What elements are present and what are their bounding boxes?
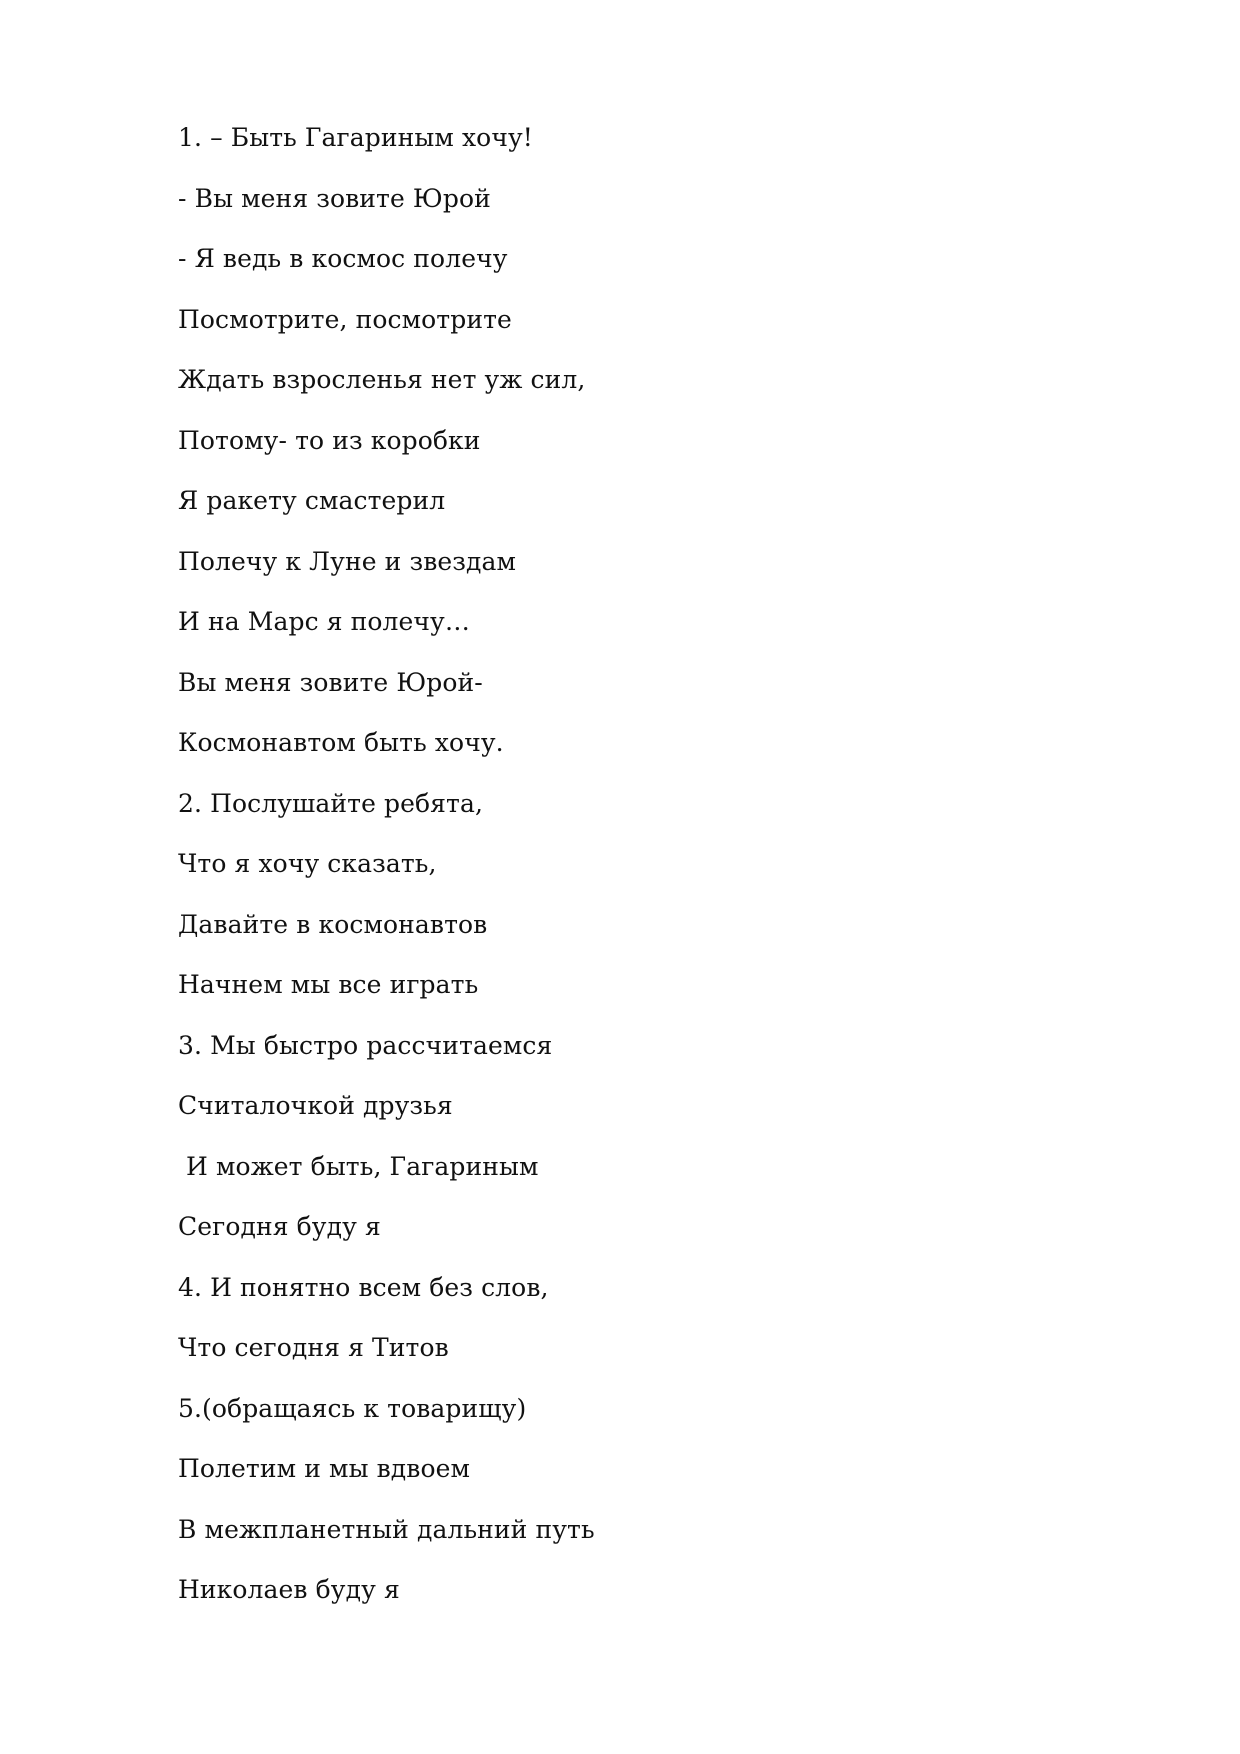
poem-line: Я ракету смастерил xyxy=(178,486,446,515)
poem-line: Потому- то из коробки xyxy=(178,425,481,455)
poem-line: 1. – Быть Гагариным хочу! xyxy=(178,123,533,152)
poem-line: 4. И понятно всем без слов, xyxy=(178,1272,549,1302)
poem-line: - Вы меня зовите Юрой xyxy=(178,183,491,213)
poem-line: Давайте в космонавтов xyxy=(178,909,488,939)
poem-line: Начнем мы все играть xyxy=(178,970,479,999)
poem-line: Что сегодня я Титов xyxy=(178,1333,449,1362)
poem-line: - Я ведь в космос полечу xyxy=(178,244,508,273)
poem-line: 2. Послушайте ребята, xyxy=(178,788,484,818)
poem-text xyxy=(178,118,595,1631)
poem-line: Сегодня буду я xyxy=(178,1212,381,1241)
poem-line: Считалочкой друзья xyxy=(178,1091,453,1120)
poem-line: Что я хочу сказать, xyxy=(178,849,437,878)
poem-line: И на Марс я полечу… xyxy=(178,607,470,636)
poem-line: Полетим и мы вдвоем xyxy=(178,1454,471,1483)
poem-line: В межпланетный дальний путь xyxy=(178,1514,595,1544)
poem-line: Полечу к Луне и звездам xyxy=(178,546,517,576)
poem-line: Посмотрите, посмотрите xyxy=(178,304,512,334)
poem-line: И может быть, Гагариным xyxy=(178,1151,539,1181)
poem-line: 5.(обращаясь к товарищу) xyxy=(178,1393,527,1423)
poem-line: 3. Мы быстро рассчитаемся xyxy=(178,1030,553,1060)
poem-line: Вы меня зовите Юрой- xyxy=(178,667,483,697)
poem-line: Ждать взросленья нет уж сил, xyxy=(178,365,586,394)
poem-line: Николаев буду я xyxy=(178,1575,400,1604)
poem-line: Космонавтом быть хочу. xyxy=(178,728,504,757)
